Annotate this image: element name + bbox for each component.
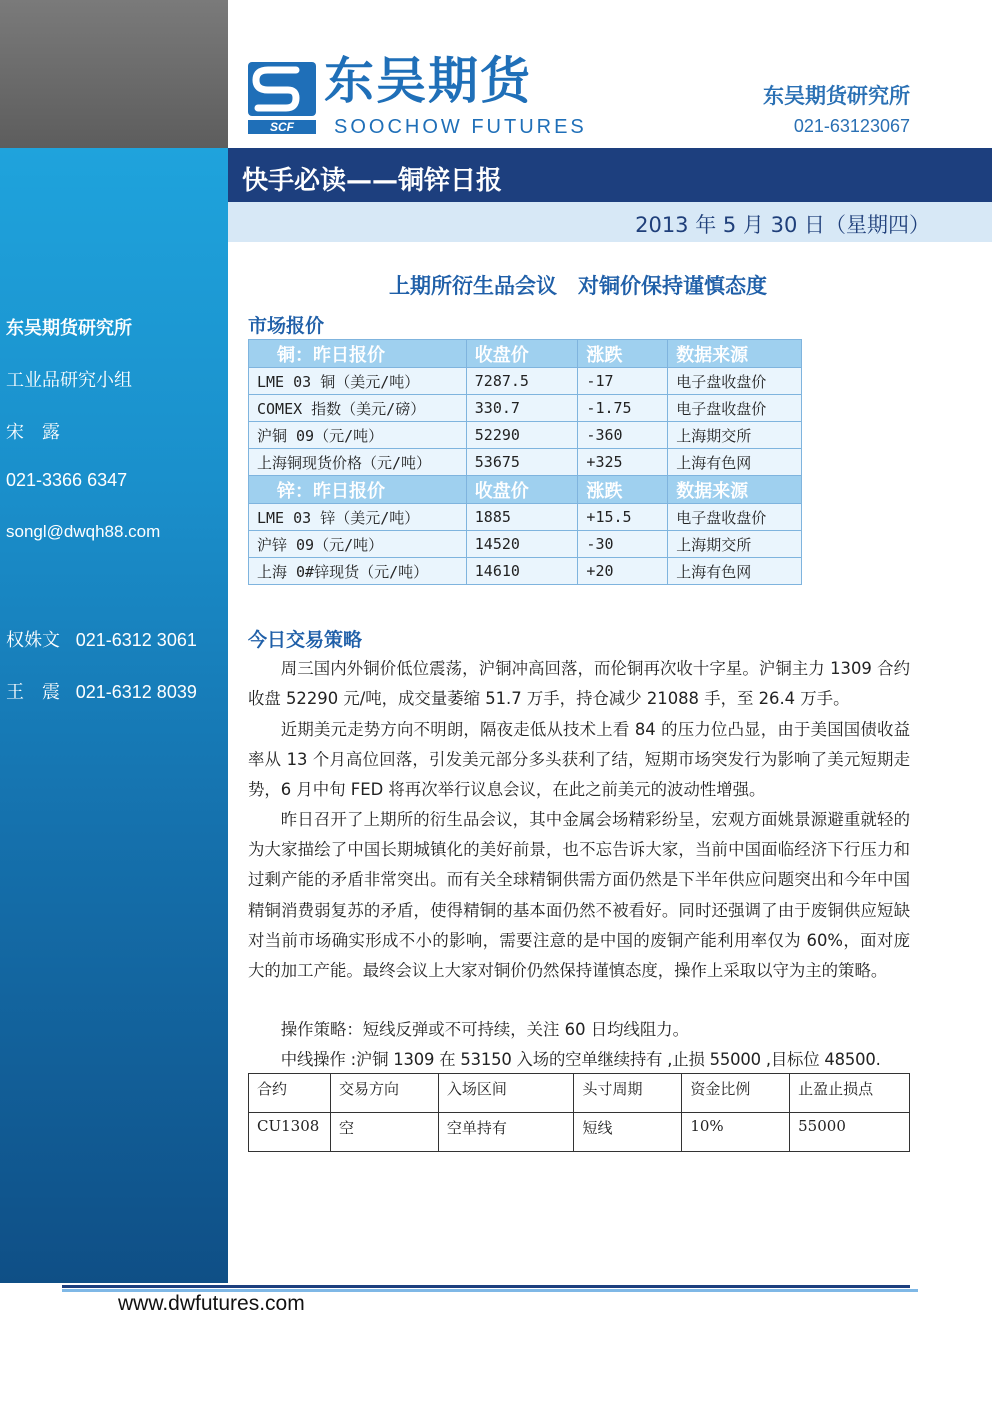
header-cell: 数据来源	[668, 476, 802, 504]
change-cell: +325	[578, 449, 668, 476]
sidebar-analyst: 宋 露	[6, 422, 60, 443]
header-cell: 止盈止损点	[790, 1074, 910, 1113]
sidebar-top-panel	[0, 0, 228, 148]
strategy-paragraph: 近期美元走势方向不明朗，隔夜走低从技术上看 84 的压力位凸显，由于美国国债收益率从 13 个月高位回落，引发美元部分多头获利了结，短期市场突发行为影响了美元短期走势，6 月中旬 FED 将再次举行议息会议，在此之前美元的波动性增强。	[248, 720, 910, 800]
table-header-row	[249, 1074, 910, 1113]
footer-url-link[interactable]: www.dwfutures.com	[118, 1292, 305, 1315]
header-cell: 数据来源	[668, 340, 802, 368]
strategy-paragraph: 操作策略：短线反弹或不可持续，关注 60 日均线阻力。	[280, 1020, 690, 1039]
table-header-row	[249, 340, 802, 368]
instrument-cell: 沪铜 09（元/吨）	[249, 422, 467, 449]
institute-phone: 021-63123067	[793, 116, 910, 136]
sidebar-analyst-phone: 021-3366 6347	[6, 470, 128, 490]
table-cell: 空	[330, 1113, 438, 1152]
close-price-cell: 7287.5	[466, 368, 578, 395]
strategy-section-title: 今日交易策略	[248, 629, 363, 651]
close-price-cell: 14610	[466, 558, 578, 585]
table-row	[249, 1113, 910, 1152]
table-row	[249, 449, 802, 476]
table-cell: 空单持有	[438, 1113, 574, 1152]
table-header-row	[249, 476, 802, 504]
header-cell: 入场区间	[438, 1074, 574, 1113]
instrument-cell: 上海铜现货价格（元/吨）	[249, 449, 467, 476]
instrument-cell: 上海 0#锌现货（元/吨）	[249, 558, 467, 585]
source-cell: 上海期交所	[668, 422, 802, 449]
source-cell: 电子盘收盘价	[668, 368, 802, 395]
instrument-cell: 沪锌 09（元/吨）	[249, 531, 467, 558]
sidebar-analyst-email[interactable]: songl@dwqh88.com	[6, 522, 161, 541]
logo-text: 东吴期货	[324, 52, 532, 110]
table-row	[249, 422, 802, 449]
close-price-cell: 1885	[466, 504, 578, 531]
header-cell: 资金比例	[682, 1074, 790, 1113]
source-cell: 上海有色网	[668, 449, 802, 476]
header-cell: 合约	[249, 1074, 331, 1113]
header-cell: 涨跌	[578, 340, 668, 368]
table-row	[249, 395, 802, 422]
change-cell: -30	[578, 531, 668, 558]
market-section-title: 市场报价	[248, 315, 325, 337]
header-cell: 锌：昨日报价	[249, 476, 467, 504]
header-cell: 交易方向	[330, 1074, 438, 1113]
header-cell: 收盘价	[466, 476, 578, 504]
header-cell: 收盘价	[466, 340, 578, 368]
contact-phone: 021-6312 3061	[75, 630, 197, 650]
sidebar-institute: 东吴期货研究所	[6, 318, 132, 339]
close-price-cell: 330.7	[466, 395, 578, 422]
change-cell: +20	[578, 558, 668, 585]
header-cell: 铜：昨日报价	[249, 340, 467, 368]
table-row	[249, 504, 802, 531]
logo-subtitle: SOOCHOW FUTURES	[334, 116, 587, 138]
change-cell: +15.5	[578, 504, 668, 531]
report-title: 快手必读——铜锌日报	[242, 166, 503, 196]
contact-name: 权姝文	[6, 630, 60, 651]
logo-mark-text: SCF	[270, 120, 294, 134]
table-row	[249, 531, 802, 558]
table-cell: CU1308	[249, 1113, 331, 1152]
instrument-cell: LME 03 锌（美元/吨）	[249, 504, 467, 531]
header-cell: 头寸周期	[574, 1074, 682, 1113]
table-cell: 55000	[790, 1113, 910, 1152]
position-table	[248, 1073, 910, 1152]
institute-name: 东吴期货研究所	[763, 84, 910, 108]
table-cell: 短线	[574, 1113, 682, 1152]
table-cell: 10%	[682, 1113, 790, 1152]
source-cell: 上海有色网	[668, 558, 802, 585]
source-cell: 上海期交所	[668, 531, 802, 558]
contact-name: 王 震	[6, 682, 60, 703]
change-cell: -360	[578, 422, 668, 449]
sidebar-contact	[6, 626, 197, 652]
source-cell: 电子盘收盘价	[668, 504, 802, 531]
change-cell: -1.75	[578, 395, 668, 422]
instrument-cell: LME 03 铜（美元/吨）	[249, 368, 467, 395]
table-row	[249, 558, 802, 585]
strategy-paragraph: 周三国内外铜价低位震荡，沪铜冲高回落，而伦铜再次收十字星。沪铜主力 1309 合约收盘 52290 元/吨，成交量萎缩 51.7 万手，持仓减少 21088 手，至 26.4 万手。	[248, 659, 910, 709]
report-headline: 上期所衍生品会议 对铜价保持谨慎态度	[389, 274, 767, 298]
sidebar-group: 工业品研究小组	[6, 370, 132, 391]
instrument-cell: COMEX 指数（美元/磅）	[249, 395, 467, 422]
sidebar-contact	[6, 678, 197, 704]
market-quote-table	[248, 339, 802, 585]
contact-phone: 021-6312 8039	[75, 682, 197, 702]
strategy-paragraph: 中线操作 :沪铜 1309 在 53150 入场的空单继续持有 ,止损 55000 ,目标位 48500.	[280, 1050, 881, 1069]
close-price-cell: 53675	[466, 449, 578, 476]
report-date: 2013 年 5 月 30 日（星期四）	[635, 213, 930, 237]
change-cell: -17	[578, 368, 668, 395]
close-price-cell: 14520	[466, 531, 578, 558]
header-cell: 涨跌	[578, 476, 668, 504]
strategy-paragraph: 昨日召开了上期所的衍生品会议，其中金属会场精彩纷呈，宏观方面姚景源避重就轻的为大家描绘了中国长期城镇化的美好前景，也不忘告诉大家，当前中国面临经济下行压力和过剩产能的矛盾非常突出。而有关全球精铜供需方面仍然是下半年供应问题突出和今年中国精铜消费弱复苏的矛盾，使得精铜的基本面仍然不被看好。同时还强调了由于废铜供应短缺对当前市场确实形成不小的影响，需要注意的是中国的废铜产能利用率仅为 60%，面对庞大的加工产能。最终会议上大家对铜价仍然保持谨慎态度，操作上采取以守为主的策略。	[248, 810, 910, 981]
table-row	[249, 368, 802, 395]
footer-divider	[62, 1285, 910, 1288]
logo-mark-icon	[248, 62, 316, 134]
source-cell: 电子盘收盘价	[668, 395, 802, 422]
close-price-cell: 52290	[466, 422, 578, 449]
